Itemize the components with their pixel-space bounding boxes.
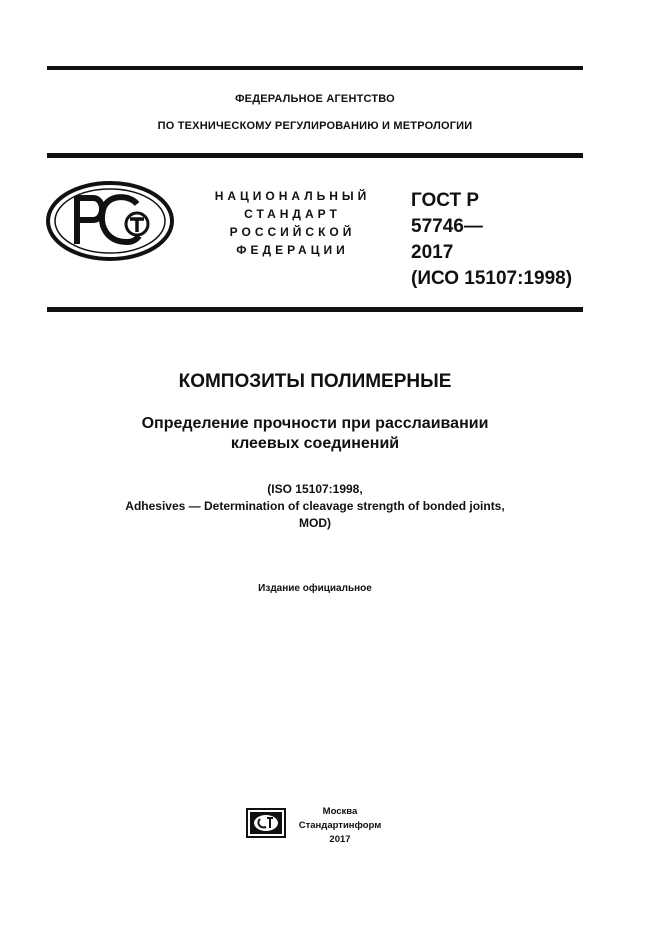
publication-year: 2017 <box>329 834 351 845</box>
agency-line-1: ФЕДЕРАЛЬНОЕ АГЕНТСТВО <box>235 93 395 105</box>
iso-reference-line-1: (ISO 15107:1998, <box>267 482 363 496</box>
national-standard-line-3: РОССИЙСКОЙ <box>229 225 356 239</box>
national-standard-line-4: ФЕДЕРАЦИИ <box>236 243 349 257</box>
designation-line-3: 2017 <box>411 242 454 263</box>
header-divider <box>47 153 583 158</box>
national-standard-line-1: НАЦИОНАЛЬНЫЙ <box>214 189 371 203</box>
designation-line-2: 57746— <box>411 216 483 237</box>
document-subtitle-line-2: клеевых соединений <box>230 435 400 452</box>
document-subtitle-line-1: Определение прочности при расслаивании <box>141 415 489 432</box>
designation-line-4: (ИСО 15107:1998) <box>411 268 573 289</box>
rst-certification-mark-icon <box>45 180 175 262</box>
standartinform-logo-icon <box>246 808 286 838</box>
designation-divider <box>47 307 583 312</box>
publisher-block <box>290 805 390 847</box>
official-edition-label: Издание официальное <box>258 583 372 594</box>
iso-reference-line-3: MOD) <box>299 516 331 530</box>
publisher-name: Стандартинформ <box>298 820 382 831</box>
top-rule <box>47 66 583 70</box>
standard-designation <box>411 188 572 292</box>
iso-reference-line-2: Adhesives — Determination of cleavage strength of bonded joints, <box>125 499 505 513</box>
document-title: КОМПОЗИТЫ ПОЛИМЕРНЫЕ <box>178 371 452 392</box>
publisher-city: Москва <box>322 806 358 817</box>
designation-line-1: ГОСТ Р <box>411 190 480 211</box>
agency-line-2: ПО ТЕХНИЧЕСКОМУ РЕГУЛИРОВАНИЮ И МЕТРОЛОГИИ <box>157 120 473 132</box>
national-standard-line-2: СТАНДАРТ <box>244 207 341 221</box>
